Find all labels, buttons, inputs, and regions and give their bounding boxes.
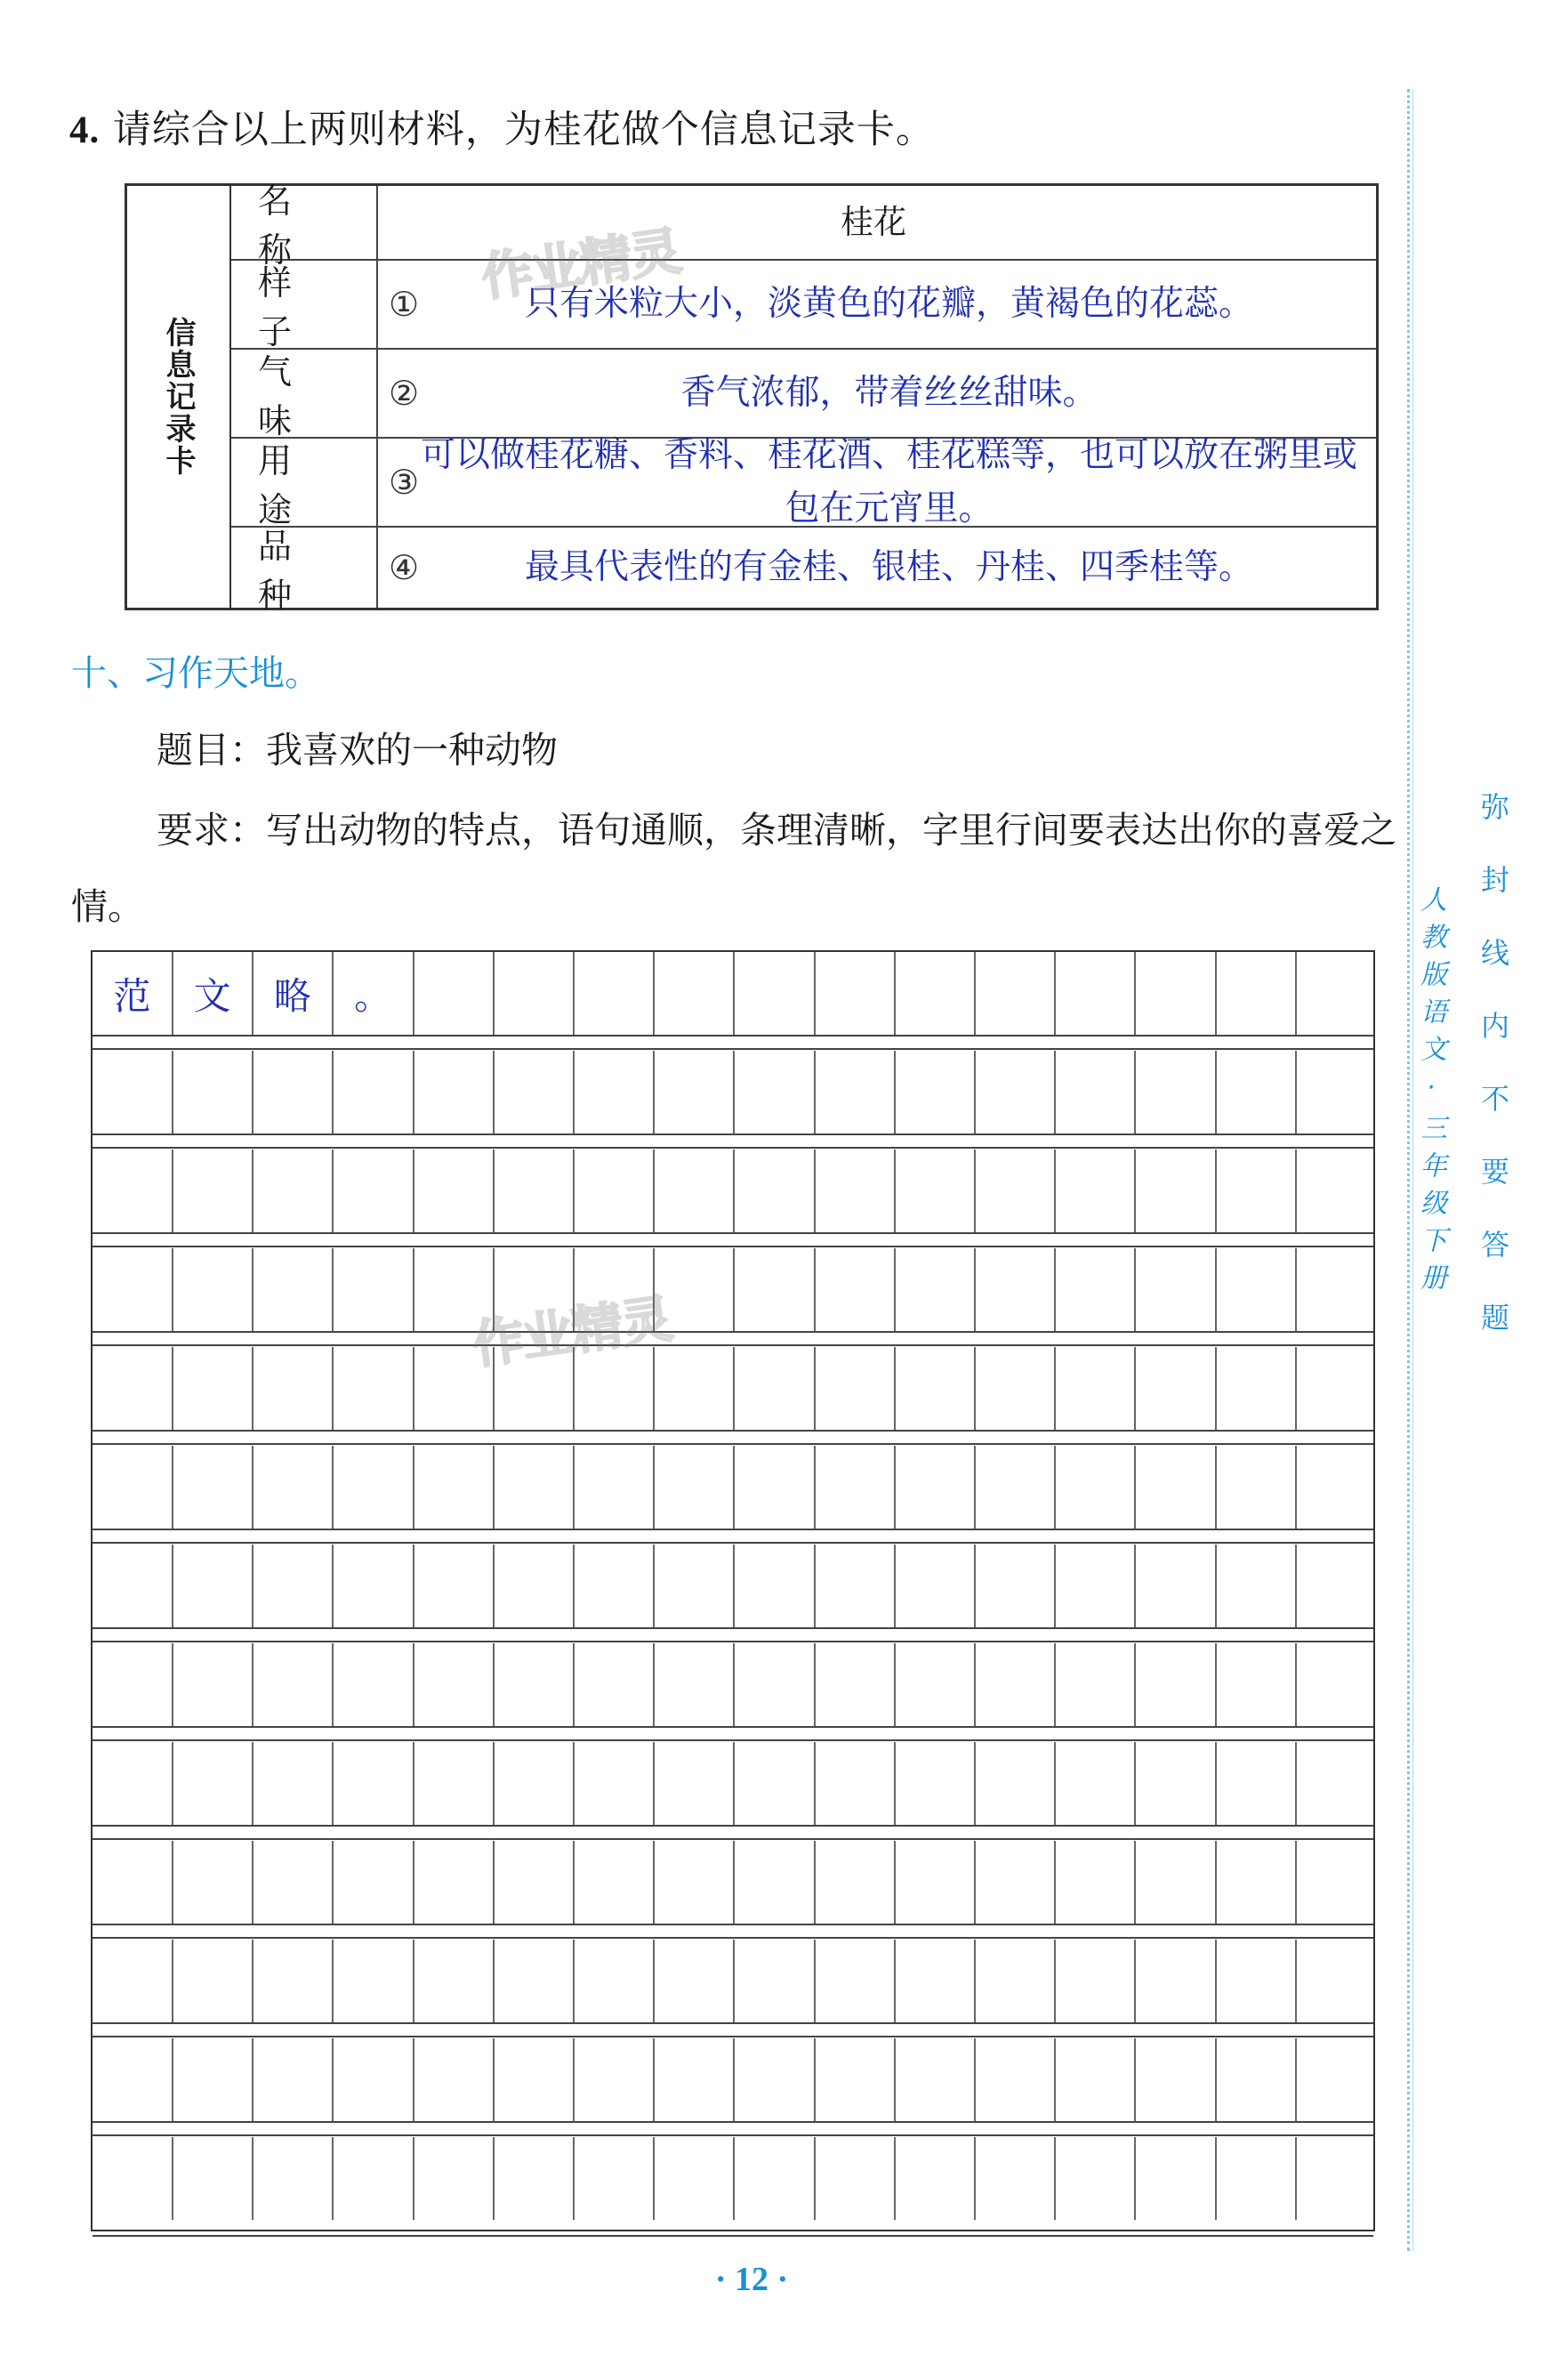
grid-cell[interactable]: [1055, 1742, 1136, 1825]
grid-cell[interactable]: [815, 2137, 896, 2220]
grid-cell[interactable]: [173, 1347, 253, 1430]
grid-cell[interactable]: [1055, 1347, 1136, 1430]
grid-cell[interactable]: [1216, 1248, 1297, 1331]
grid-row: [93, 1742, 1373, 1827]
grid-cell[interactable]: [815, 1347, 896, 1430]
grid-cell[interactable]: [334, 1051, 414, 1134]
grid-cell[interactable]: [815, 1150, 896, 1232]
question-number: 4.: [69, 109, 101, 151]
section-10-heading: 十、习作天地。: [71, 653, 320, 694]
grid-cell[interactable]: [654, 952, 735, 1035]
row-label: 品种: [231, 528, 378, 608]
row-answer: 只有米粒大小，淡黄色的花瓣，黄褐色的花蕊。: [524, 284, 1253, 324]
grid-cell[interactable]: [574, 952, 655, 1035]
grid-cell[interactable]: [494, 952, 575, 1035]
writing-requirement: 要求：写出动物的特点，语句通顺，条理清晰，字里行间要表达出你的喜爱之情。: [71, 809, 1396, 928]
grid-cell[interactable]: [574, 1841, 655, 1924]
grid-cell[interactable]: [1296, 1446, 1377, 1529]
grid-row: [93, 1940, 1373, 2024]
binding-note-vertical: 弥封线内不要答题: [1477, 792, 1510, 1376]
grid-cell[interactable]: [975, 1150, 1056, 1232]
grid-cell[interactable]: [494, 1643, 575, 1726]
grid-cell[interactable]: [975, 1841, 1056, 1924]
grid-cell[interactable]: [654, 1841, 735, 1924]
grid-cell[interactable]: [253, 1051, 334, 1134]
grid-cell[interactable]: [815, 952, 896, 1035]
grid-cell[interactable]: [815, 1248, 896, 1331]
grid-cell[interactable]: [93, 2137, 173, 2220]
grid-cell[interactable]: [1216, 952, 1297, 1035]
grid-cell[interactable]: [1296, 1841, 1377, 1924]
grid-cell[interactable]: [975, 2038, 1056, 2121]
grid-cell[interactable]: [1055, 1446, 1136, 1529]
info-card-side-label: 信息记录卡: [127, 186, 231, 608]
grid-row: [93, 1841, 1373, 1925]
grid-row: [93, 1347, 1373, 1432]
grid-cell[interactable]: [574, 1940, 655, 2022]
writing-topic: 题目：我喜欢的一种动物: [157, 729, 558, 771]
row-variety: [231, 527, 1376, 615]
grid-cell[interactable]: [975, 1742, 1056, 1825]
grid-row: [93, 2137, 1373, 2222]
grid-cell[interactable]: [1136, 1051, 1217, 1134]
grid-cell[interactable]: [574, 1051, 655, 1134]
grid-cell[interactable]: [895, 1841, 976, 1924]
grid-cell[interactable]: [1136, 1940, 1217, 2022]
grid-cell[interactable]: [494, 2038, 575, 2121]
grid-cell[interactable]: [1216, 2137, 1297, 2220]
row-smell: [231, 350, 1376, 439]
grid-cell[interactable]: [414, 1545, 495, 1627]
grid-cell[interactable]: [1055, 1150, 1136, 1232]
grid-cell[interactable]: [895, 952, 976, 1035]
grid-cell[interactable]: [253, 1150, 334, 1232]
grid-cell[interactable]: [494, 1841, 575, 1924]
grid-cell[interactable]: [574, 1446, 655, 1529]
grid-cell[interactable]: [253, 2137, 334, 2220]
grid-cell[interactable]: [253, 1347, 334, 1430]
grid-cell[interactable]: [574, 2137, 655, 2220]
grid-cell[interactable]: [735, 1051, 816, 1134]
grid-cell[interactable]: [93, 1545, 173, 1627]
grid-cell[interactable]: [815, 1643, 896, 1726]
grid-cell[interactable]: [1296, 2038, 1377, 2121]
grid-cell[interactable]: [1296, 1643, 1377, 1726]
grid-cell[interactable]: [975, 1940, 1056, 2022]
grid-cell[interactable]: [414, 1150, 495, 1232]
grid-cell[interactable]: [173, 2137, 253, 2220]
grid-cell[interactable]: [1216, 1347, 1297, 1430]
grid-cell[interactable]: [735, 1940, 816, 2022]
grid-cell[interactable]: [975, 1248, 1056, 1331]
watermark: 作业精灵: [478, 220, 684, 309]
grid-cell[interactable]: [654, 2137, 735, 2220]
grid-cell[interactable]: [334, 1643, 414, 1726]
grid-cell[interactable]: [414, 2137, 495, 2220]
grid-cell[interactable]: [334, 1347, 414, 1430]
grid-cell[interactable]: [1055, 952, 1136, 1035]
grid-cell[interactable]: [173, 1545, 253, 1627]
grid-cell[interactable]: [895, 1347, 976, 1430]
grid-cell[interactable]: [494, 1150, 575, 1232]
grid-cell[interactable]: [654, 1446, 735, 1529]
grid-cell[interactable]: [1055, 1643, 1136, 1726]
grid-cell[interactable]: [253, 1643, 334, 1726]
grid-cell[interactable]: [654, 1150, 735, 1232]
grid-cell[interactable]: [334, 1545, 414, 1627]
grid-cell[interactable]: [494, 1940, 575, 2022]
grid-cell[interactable]: [1296, 1742, 1377, 1825]
row-label: 样子: [231, 261, 378, 348]
grid-cell[interactable]: [574, 1150, 655, 1232]
grid-cell[interactable]: [494, 1446, 575, 1529]
grid-cell[interactable]: [975, 1446, 1056, 1529]
grid-cell[interactable]: [93, 1446, 173, 1529]
grid-cell[interactable]: [1296, 1248, 1377, 1331]
grid-cell[interactable]: [1136, 1446, 1217, 1529]
grid-cell[interactable]: [93, 1150, 173, 1232]
grid-cell[interactable]: [1136, 1347, 1217, 1430]
grid-cell[interactable]: 范: [93, 952, 173, 1035]
grid-cell[interactable]: [173, 1643, 253, 1726]
grid-cell[interactable]: [735, 2137, 816, 2220]
grid-cell[interactable]: [93, 1051, 173, 1134]
grid-cell[interactable]: [93, 1742, 173, 1825]
grid-cell[interactable]: [334, 1150, 414, 1232]
row-value: 桂花: [841, 203, 906, 241]
row-answer: 香气浓郁，带着丝丝甜味。: [680, 373, 1098, 413]
grid-cell[interactable]: [574, 1742, 655, 1825]
grid-cell[interactable]: [815, 1545, 896, 1627]
grid-cell[interactable]: [1216, 2038, 1297, 2121]
grid-cell[interactable]: [173, 1051, 253, 1134]
grid-cell[interactable]: [173, 1150, 253, 1232]
grid-cell[interactable]: [735, 1841, 816, 1924]
grid-cell[interactable]: [815, 1446, 896, 1529]
grid-cell[interactable]: [253, 1742, 334, 1825]
grid-cell[interactable]: [895, 2137, 976, 2220]
grid-row: [93, 1545, 1373, 1629]
row-answer: 可以做桂花糖、香料、桂花酒、桂花糕等，也可以放在粥里或包在元宵里。: [420, 435, 1357, 528]
grid-cell[interactable]: 略: [253, 952, 334, 1035]
grid-cell[interactable]: [93, 1940, 173, 2022]
grid-cell[interactable]: [173, 1742, 253, 1825]
grid-cell[interactable]: [1136, 1643, 1217, 1726]
grid-cell[interactable]: [574, 2038, 655, 2121]
grid-row: [93, 2038, 1373, 2123]
grid-row: [93, 1643, 1373, 1728]
row-number: ①: [389, 285, 420, 324]
grid-cell[interactable]: [1296, 2137, 1377, 2220]
row-usage: [231, 435, 1376, 529]
grid-cell[interactable]: [334, 1446, 414, 1529]
grid-cell[interactable]: [253, 1446, 334, 1529]
grid-cell[interactable]: [815, 1742, 896, 1825]
grid-cell[interactable]: [414, 1940, 495, 2022]
grid-cell[interactable]: [334, 1940, 414, 2022]
info-record-card: [125, 182, 1379, 615]
grid-cell[interactable]: [735, 952, 816, 1035]
grid-cell[interactable]: [1055, 2137, 1136, 2220]
grid-cell[interactable]: [654, 1940, 735, 2022]
grid-cell[interactable]: [654, 1545, 735, 1627]
grid-cell[interactable]: [1055, 2038, 1136, 2121]
grid-cell[interactable]: [1216, 1545, 1297, 1627]
grid-cell[interactable]: [975, 952, 1056, 1035]
grid-cell[interactable]: [173, 2038, 253, 2121]
grid-cell[interactable]: [173, 1940, 253, 2022]
grid-cell[interactable]: [173, 1841, 253, 1924]
grid-cell[interactable]: [1136, 952, 1217, 1035]
grid-cell[interactable]: [735, 1742, 816, 1825]
grid-cell[interactable]: [414, 952, 495, 1035]
grid-cell[interactable]: [975, 1545, 1056, 1627]
grid-cell[interactable]: [735, 1248, 816, 1331]
grid-cell[interactable]: [815, 1940, 896, 2022]
grid-cell[interactable]: [895, 1248, 976, 1331]
grid-cell[interactable]: [1296, 1545, 1377, 1627]
row-label: 用途: [231, 439, 378, 526]
grid-cell[interactable]: [895, 1940, 976, 2022]
grid-cell[interactable]: [334, 1248, 414, 1331]
grid-cell[interactable]: [895, 1051, 976, 1134]
grid-cell[interactable]: [173, 1446, 253, 1529]
grid-cell[interactable]: [253, 1248, 334, 1331]
grid-cell[interactable]: [1216, 1841, 1297, 1924]
grid-cell[interactable]: [1055, 1841, 1136, 1924]
grid-cell[interactable]: [414, 1051, 495, 1134]
grid-cell[interactable]: [1136, 1841, 1217, 1924]
grid-cell[interactable]: [1055, 1940, 1136, 2022]
grid-cell[interactable]: [574, 1643, 655, 1726]
grid-cell[interactable]: [1055, 1051, 1136, 1134]
grid-cell[interactable]: [895, 1742, 976, 1825]
grid-cell[interactable]: [895, 1446, 976, 1529]
grid-cell[interactable]: [735, 1446, 816, 1529]
grid-cell[interactable]: [1216, 1051, 1297, 1134]
grid-cell[interactable]: [494, 1545, 575, 1627]
grid-cell[interactable]: [93, 1643, 173, 1726]
grid-row: [93, 1150, 1373, 1234]
grid-cell[interactable]: [1136, 1248, 1217, 1331]
row-appearance: [231, 261, 1376, 350]
grid-cell[interactable]: [334, 2038, 414, 2121]
grid-cell[interactable]: [895, 1150, 976, 1232]
grid-cell[interactable]: [494, 2137, 575, 2220]
grid-cell[interactable]: [494, 1051, 575, 1134]
grid-cell[interactable]: [975, 1347, 1056, 1430]
grid-cell[interactable]: [1136, 1545, 1217, 1627]
grid-cell[interactable]: [975, 2137, 1056, 2220]
grid-cell[interactable]: [414, 1446, 495, 1529]
row-number: ②: [389, 374, 420, 413]
grid-row: [93, 952, 1373, 1037]
grid-cell[interactable]: [735, 1643, 816, 1726]
grid-row: [93, 1051, 1373, 1135]
grid-cell[interactable]: [654, 1051, 735, 1134]
grid-cell[interactable]: [815, 1841, 896, 1924]
grid-cell[interactable]: [654, 1347, 735, 1430]
grid-cell[interactable]: [414, 1742, 495, 1825]
grid-cell[interactable]: [735, 2038, 816, 2121]
row-answer: 最具代表性的有金桂、银桂、丹桂、四季桂等。: [524, 547, 1253, 587]
composition-grid[interactable]: [91, 950, 1375, 2231]
grid-cell[interactable]: [1055, 1248, 1136, 1331]
row-number: ③: [389, 463, 420, 502]
grid-cell[interactable]: [253, 1940, 334, 2022]
grid-cell[interactable]: [1216, 1150, 1297, 1232]
grid-cell[interactable]: [1136, 1150, 1217, 1232]
grid-cell[interactable]: [334, 1841, 414, 1924]
grid-cell[interactable]: [895, 1643, 976, 1726]
grid-cell[interactable]: [815, 2038, 896, 2121]
question-4: [69, 100, 935, 154]
row-number: ④: [389, 548, 420, 587]
grid-cell[interactable]: [1136, 1742, 1217, 1825]
grid-cell[interactable]: [253, 1545, 334, 1627]
grid-cell[interactable]: [1296, 1051, 1377, 1134]
grid-cell[interactable]: [1296, 952, 1377, 1035]
question-text: 请综合以上两则材料，为桂花做个信息记录卡。: [100, 108, 935, 152]
grid-cell[interactable]: [1296, 1347, 1377, 1430]
grid-cell[interactable]: [93, 1248, 173, 1331]
grid-cell[interactable]: [1216, 1742, 1297, 1825]
row-label: 气味: [231, 350, 378, 437]
grid-cell[interactable]: [414, 1643, 495, 1726]
book-info-vertical: 人教版语文·三年级下册: [1415, 885, 1446, 1301]
grid-cell[interactable]: [1216, 1940, 1297, 2022]
grid-cell[interactable]: [815, 1051, 896, 1134]
grid-cell[interactable]: [253, 1841, 334, 1924]
row-label: 名称: [231, 186, 378, 259]
grid-cell[interactable]: [334, 2137, 414, 2220]
grid-cell[interactable]: [334, 1742, 414, 1825]
grid-cell[interactable]: [93, 1841, 173, 1924]
grid-cell[interactable]: 。: [334, 952, 414, 1035]
grid-cell[interactable]: [494, 1742, 575, 1825]
grid-cell[interactable]: [414, 2038, 495, 2121]
grid-cell[interactable]: [895, 2038, 976, 2121]
grid-cell[interactable]: [414, 1841, 495, 1924]
grid-cell[interactable]: [1296, 1150, 1377, 1232]
grid-cell[interactable]: 文: [173, 952, 253, 1035]
grid-cell[interactable]: [735, 1347, 816, 1430]
grid-cell[interactable]: [173, 1248, 253, 1331]
grid-cell[interactable]: [93, 1347, 173, 1430]
grid-cell[interactable]: [654, 2038, 735, 2121]
grid-cell[interactable]: [975, 1643, 1056, 1726]
grid-cell[interactable]: [735, 1545, 816, 1627]
grid-cell[interactable]: [1216, 1446, 1297, 1529]
grid-cell[interactable]: [1136, 2038, 1217, 2121]
page-number: · 12 ·: [714, 2261, 789, 2298]
grid-row: [93, 1446, 1373, 1530]
grid-cell[interactable]: [93, 2038, 173, 2121]
grid-cell[interactable]: [735, 1150, 816, 1232]
grid-cell[interactable]: [1136, 2137, 1217, 2220]
grid-cell[interactable]: [1296, 1940, 1377, 2022]
grid-cell[interactable]: [654, 1643, 735, 1726]
grid-cell[interactable]: [1055, 1545, 1136, 1627]
binding-dotted-line: [1407, 89, 1410, 2251]
grid-cell[interactable]: [253, 2038, 334, 2121]
grid-cell[interactable]: [654, 1742, 735, 1825]
grid-cell[interactable]: [895, 1545, 976, 1627]
grid-cell[interactable]: [975, 1051, 1056, 1134]
grid-cell[interactable]: [1216, 1643, 1297, 1726]
grid-row: [93, 1248, 1373, 1333]
grid-cell[interactable]: [574, 1545, 655, 1627]
watermark: 作业精灵: [469, 1287, 675, 1376]
